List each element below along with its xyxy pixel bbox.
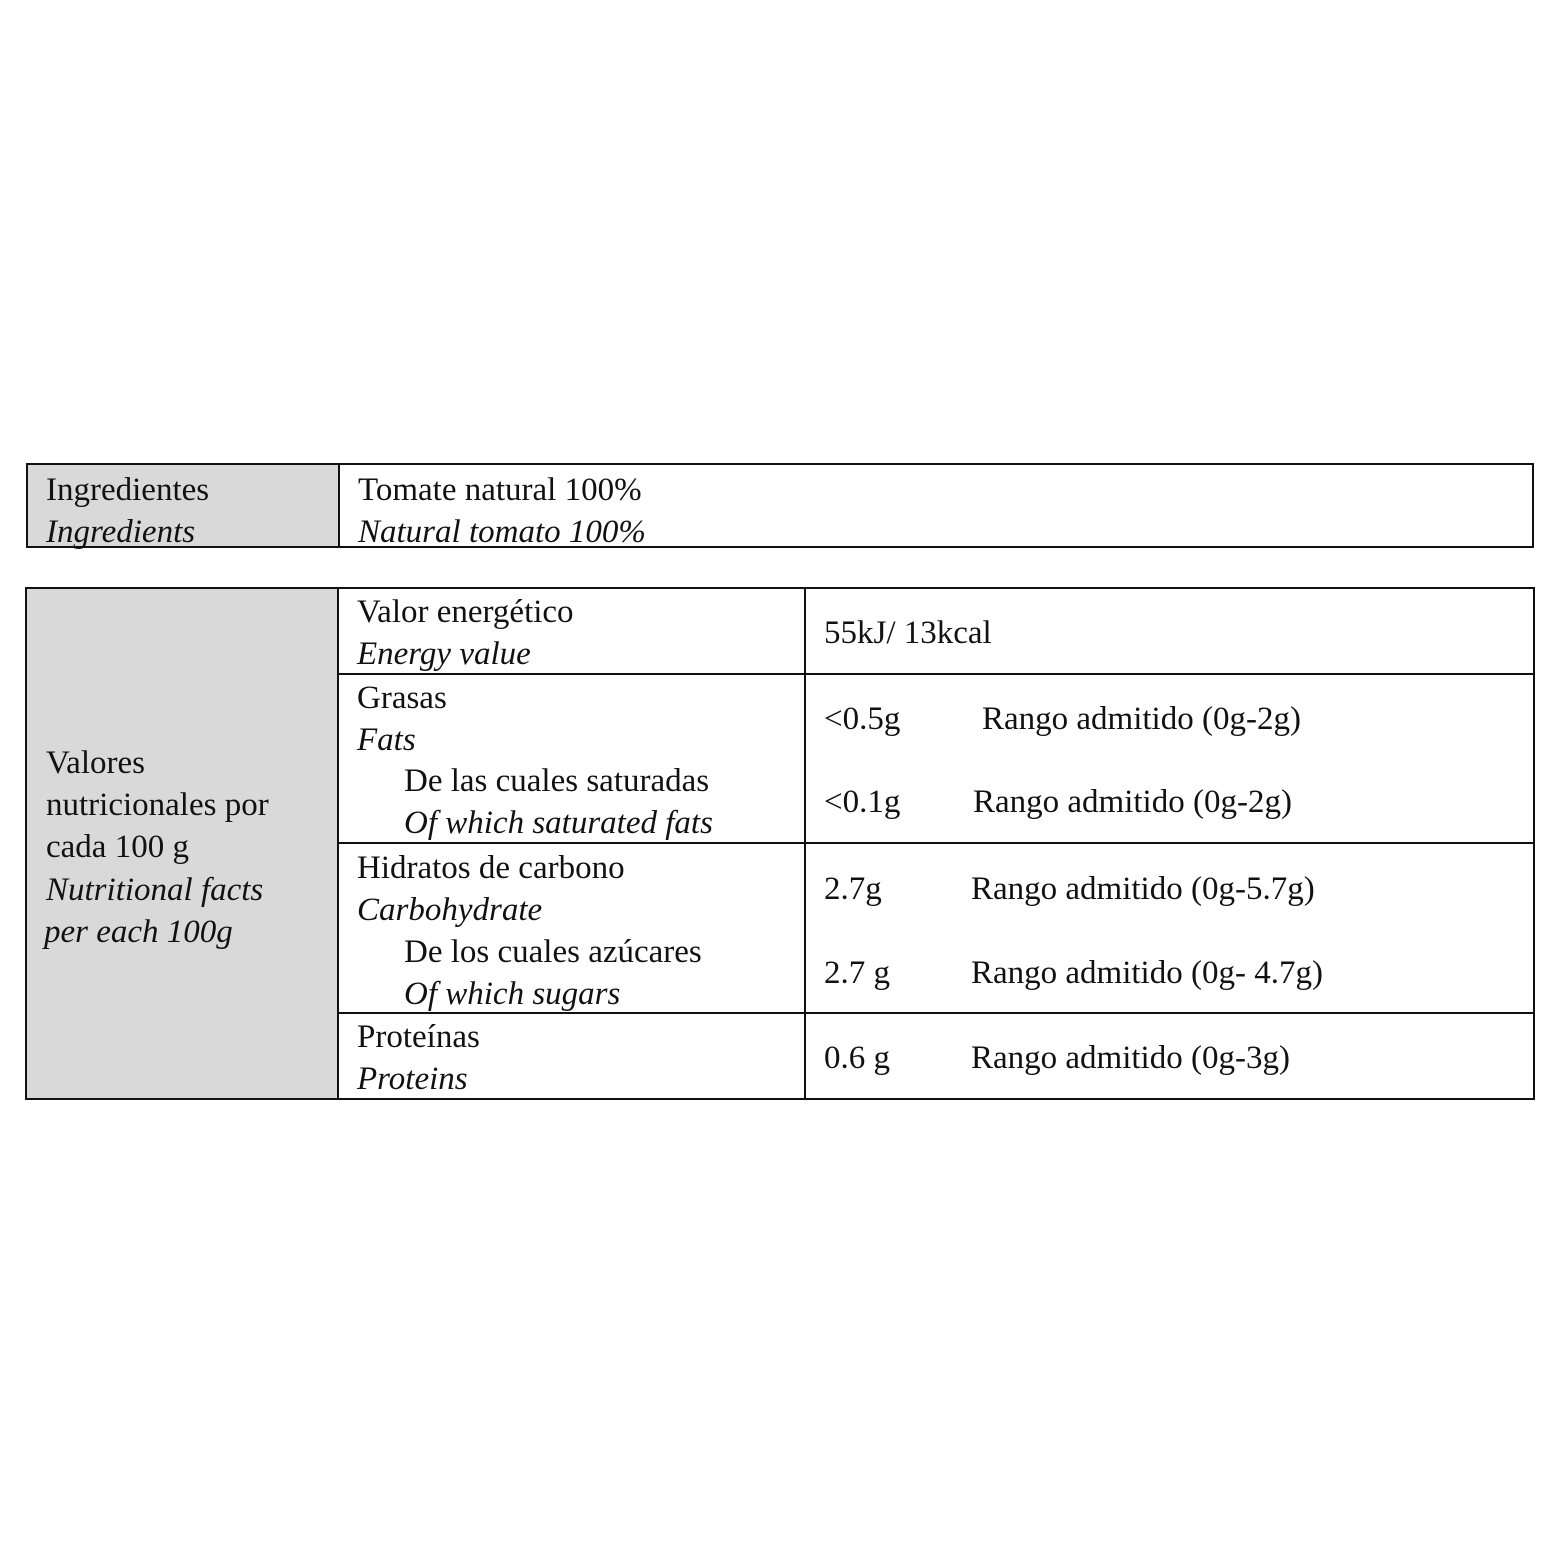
nutrient-value: 55kJ/ 13kcal: [824, 615, 992, 651]
nutrient-name-en: Fats: [357, 722, 416, 758]
nutrient-value: 2.7 g: [824, 955, 890, 991]
ingredients-value-cell: [340, 465, 1532, 550]
nutrition-label-es-line: nutricionales por: [46, 787, 269, 823]
nutrient-range: Rango admitido (0g-2g): [982, 701, 1301, 737]
nutrient-range: Rango admitido (0g-2g): [973, 784, 1292, 820]
nutrient-name-en: Of which sugars: [404, 976, 621, 1012]
ingredients-value-es: Tomate natural 100%: [358, 472, 642, 508]
nutrient-name-es: Hidratos de carbono: [357, 850, 625, 886]
nutrient-range: Rango admitido (0g-5.7g): [971, 871, 1315, 907]
nutrition-table: [25, 587, 1535, 1100]
nutrition-label-en-line: per each 100g: [44, 914, 233, 950]
ingredients-table: [26, 463, 1534, 548]
nutrient-range: Rango admitido (0g-3g): [971, 1040, 1290, 1076]
nutrient-name-es: Valor energético: [357, 594, 574, 630]
nutrient-name-es: Grasas: [357, 680, 447, 716]
nutrition-label-cell: [27, 589, 339, 1098]
nutrient-value: 0.6 g: [824, 1040, 890, 1076]
ingredients-label-es: Ingredientes: [46, 472, 210, 508]
nutrient-value: <0.1g: [824, 784, 901, 820]
nutrient-name-es: Proteínas: [357, 1019, 480, 1055]
ingredients-label-cell: [28, 465, 340, 550]
nutrient-name-es: De los cuales azúcares: [404, 934, 702, 970]
nutrient-value: 2.7g: [824, 871, 882, 907]
nutrition-label-en-line: Nutritional facts: [46, 872, 264, 908]
nutrient-name-es: De las cuales saturadas: [404, 763, 710, 799]
ingredients-label-en: Ingredients: [46, 514, 196, 550]
nutrient-value: <0.5g: [824, 701, 901, 737]
nutrient-range: Rango admitido (0g- 4.7g): [971, 955, 1323, 991]
nutrient-name-en: Proteins: [357, 1061, 468, 1097]
nutrition-label-es-line: cada 100 g: [46, 829, 189, 865]
nutrition-label-es-line: Valores: [46, 745, 145, 781]
ingredients-value-en: Natural tomato 100%: [358, 514, 646, 550]
nutrient-name-en: Energy value: [357, 636, 531, 672]
nutrient-name-en: Carbohydrate: [357, 892, 543, 928]
nutrient-name-en: Of which saturated fats: [404, 805, 713, 841]
